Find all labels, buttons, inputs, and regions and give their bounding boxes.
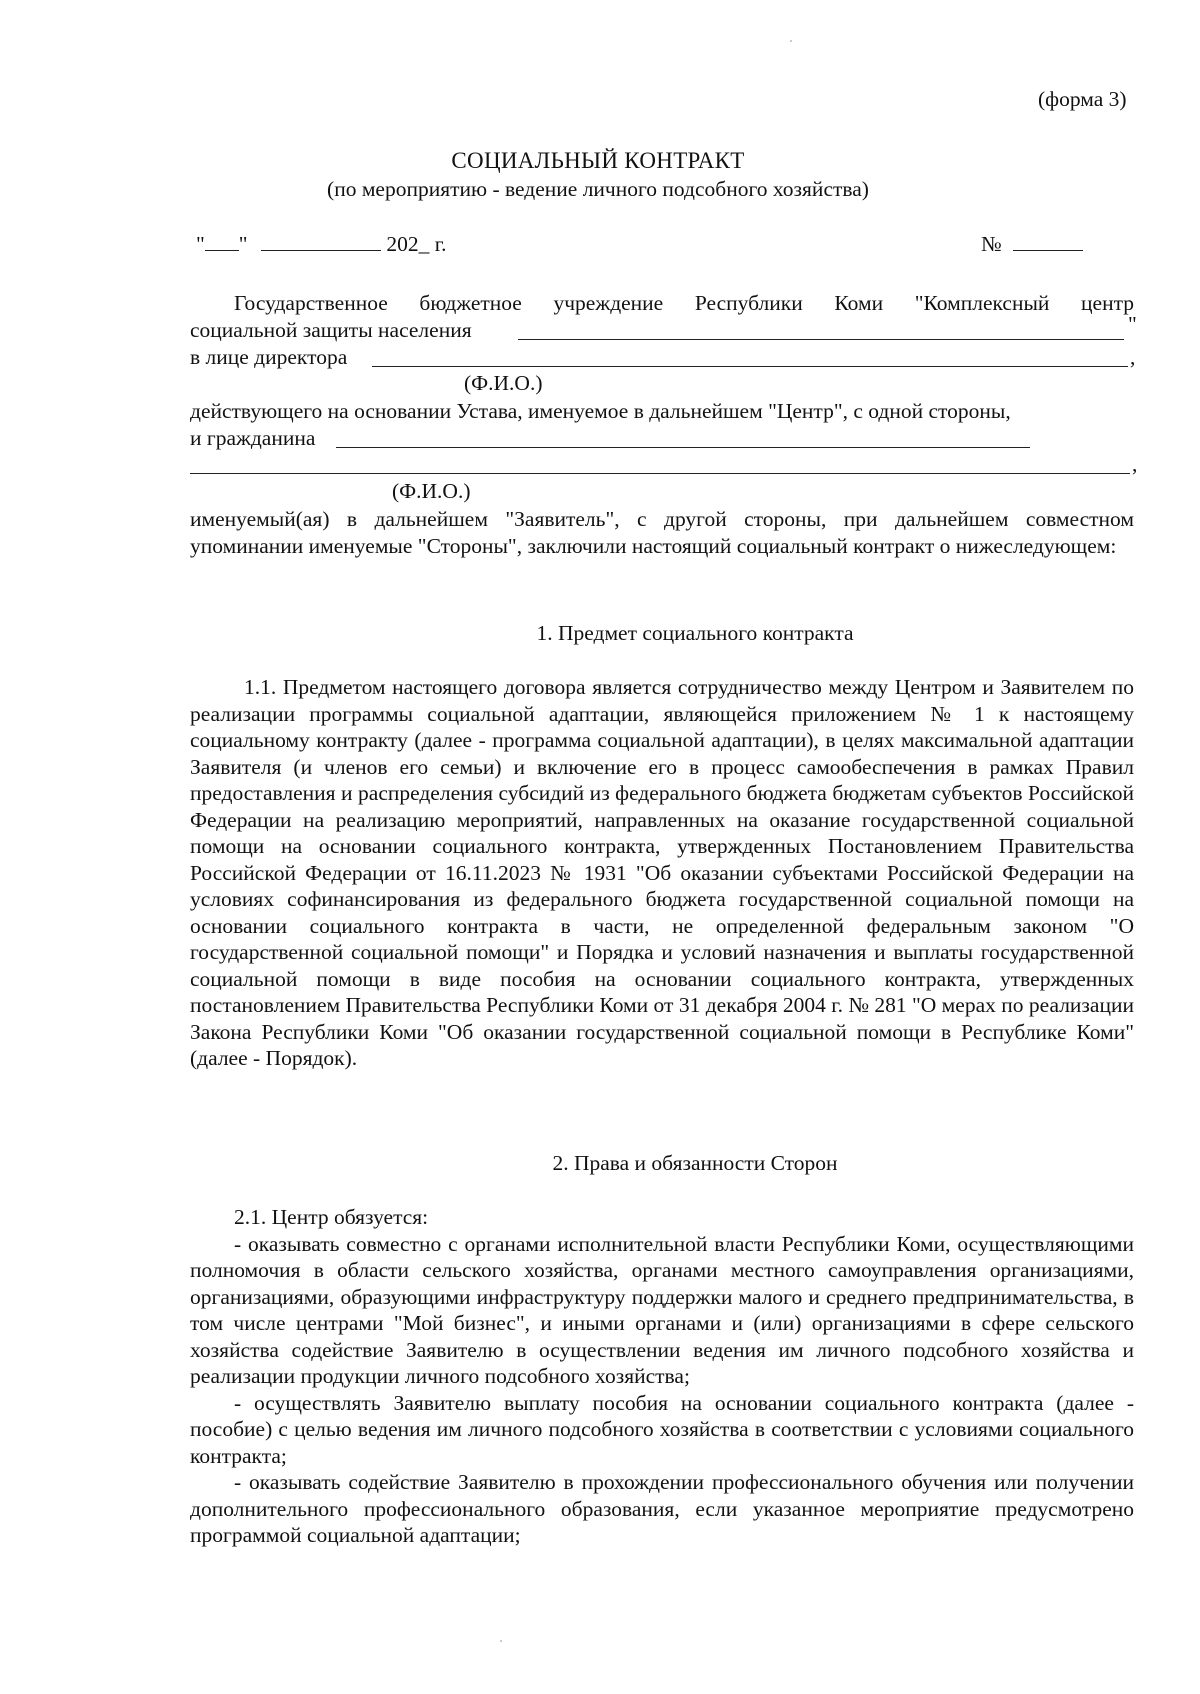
scan-speck	[500, 1640, 502, 1642]
org-line-2: социальной защиты населения	[190, 318, 472, 342]
section-2-title: 2. Права и обязанности Сторон	[552, 1151, 838, 1175]
date-year: 202_ г.	[386, 232, 447, 256]
date-line	[196, 230, 446, 258]
org-close-quote: "	[1128, 312, 1137, 336]
section-2-body	[190, 1204, 1134, 1549]
date-close-quote: "	[238, 232, 248, 256]
fio-label-citizen: (Ф.И.О.)	[392, 479, 471, 503]
form-label: (форма 3)	[1038, 87, 1127, 111]
obligation-item: - оказывать совместно с органами исполнительной власти Республики Коми, осуществляющими полномочия в области сельского хозяйства, органами местного самоуправления организациями, организациями, образующими инфраструктуру поддержки малого и среднего предпринимательства, в том числе центрами "Мой бизнес", и иными органами и (или) организациями в сфере сельского хозяйства содействие Заявителю в осуществлении ведения им личного подсобного хозяйства и реализации продукции личного подсобного хозяйства;	[190, 1231, 1134, 1388]
scan-speck	[790, 40, 792, 42]
day-blank	[205, 230, 239, 251]
org-name-blank	[518, 339, 1124, 340]
director-name-blank	[372, 366, 1128, 367]
number-blank	[1013, 230, 1083, 251]
document-title: СОЦИАЛЬНЫЙ КОНТРАКТ	[451, 148, 745, 173]
number-label: №	[981, 232, 1002, 256]
document-subtitle: (по мероприятию - ведение личного подсобного хозяйства)	[327, 177, 869, 201]
section-2-heading: 2.1. Центр обязуется:	[234, 1205, 429, 1229]
citizen-name-blank	[336, 447, 1030, 448]
org-line-1: Государственное бюджетное учреждение Республики Коми "Комплексный центр	[234, 291, 1134, 315]
named-paragraph: именуемый(ая) в дальнейшем "Заявитель", с другой стороны, при дальнейшем совместном упоминании именуемые "Стороны", заключили настоящий социальный контракт о нижеследующем:	[190, 507, 1134, 558]
director-line: в лице директора	[190, 345, 348, 369]
date-open-quote: "	[196, 232, 205, 256]
obligation-item: - осуществлять Заявителю выплату пособия на основании социального контракта (далее - пособие) с целью ведения им личного подсобного хозяйства в соответствии с условиями социального контракта;	[190, 1390, 1134, 1468]
acting-line: действующего на основании Устава, именуемое в дальнейшем "Центр", с одной стороны,	[190, 399, 1011, 423]
director-comma: ,	[1130, 345, 1136, 369]
citizen-comma: ,	[1132, 452, 1138, 476]
fio-label-director: (Ф.И.О.)	[464, 371, 543, 395]
month-blank	[261, 230, 381, 251]
number-line	[981, 230, 1083, 258]
section-1-title: 1. Предмет социального контракта	[536, 621, 854, 645]
citizen-line: и гражданина	[190, 426, 316, 450]
obligation-item: - оказывать содействие Заявителю в прохождении профессионального обучения или получении дополнительного профессионального образования, если указанное мероприятие предусмотрено программой социальной адаптации;	[190, 1470, 1134, 1547]
section-1-paragraph: 1.1. Предметом настоящего договора является сотрудничество между Центром и Заявителем по реализации программы социальной адаптации, являющейся приложением № 1 к настоящему социальному контракту (далее - программа социальной адаптации), в целях максимальной адаптации Заявителя (и членов его семьи) и включение его в процесс самообеспечения в рамках Правил предоставления и распределения субсидий из федерального бюджета бюджетам субъектов Российской Федерации на реализацию мероприятий, направленных на оказание государственной социальной помощи на основании социального контракта, утвержденных Постановлением Правительства Российской Федерации от 16.11.2023 № 1931 "Об оказании субъектами Российской Федерации на условиях софинансирования из федерального бюджета государственной социальной помощи на основании социального контракта в части, не определенной федеральным законом "О государственной социальной помощи" и Порядка и условий назначения и выплаты государственной социальной помощи в виде пособия на основании социального контракта, утвержденных постановлением Правительства Республики Коми от 31 декабря 2004 г. № 281 "О мерах по реализации Закона Республики Коми "Об оказании государственной социальной помощи в Республике Коми" (далее - Порядок).	[190, 675, 1134, 1070]
citizen-name-blank-2	[190, 473, 1130, 474]
